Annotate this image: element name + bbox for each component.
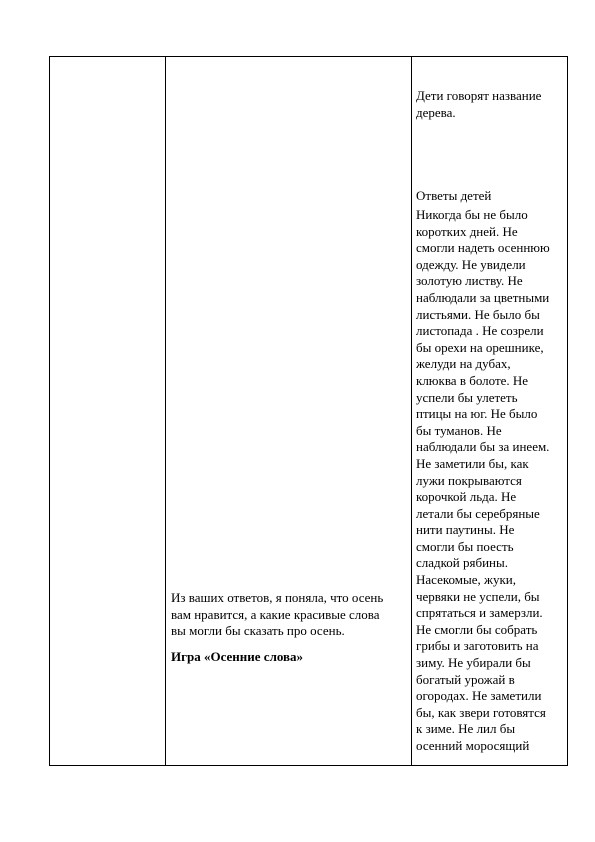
table-cell-teacher-activity [166,57,411,765]
children-tree-names: Дети говорят название дерева. [416,88,542,120]
game-title: Игра «Осенние слова» [171,648,304,664]
children-answers-label: Ответы детей [416,188,492,203]
children-answers-text: Никогда бы не было коротких дней. Не смогли надеть осеннюю одежду. Не увидели золотую листву. Не наблюдали за цветными листьями. Не было бы листопада . Не созрели бы орехи на орешнике, желуди на дубах, клюква в болоте. Не успели бы улететь птицы на юг. Не было бы туманов. Не наблюдали бы за инеем. Не заметили бы, как лужи покрываются корочкой льда. Не летали бы серебряные нити паутины. Не смогли бы поесть сладкой рябины. Насекомые, жуки, червяки не успели, бы спрятаться и замерзли. Не смогли бы собрать грибы и заготовить на зиму. Не убирали бы богатый урожай в огородах. Не заметили бы, как звери готовятся к зиме. Не лил бы осенний моросящий [416,207,550,753]
teacher-text-block [171,590,407,665]
table-cell-stage [50,57,165,765]
table-cell-children-activity [412,57,568,765]
teacher-paragraph: Из ваших ответов, я поняла, что осень вам нравится, а какие красивые слова вы могли бы сказать про осень. [171,590,384,639]
lesson-table [49,56,568,766]
